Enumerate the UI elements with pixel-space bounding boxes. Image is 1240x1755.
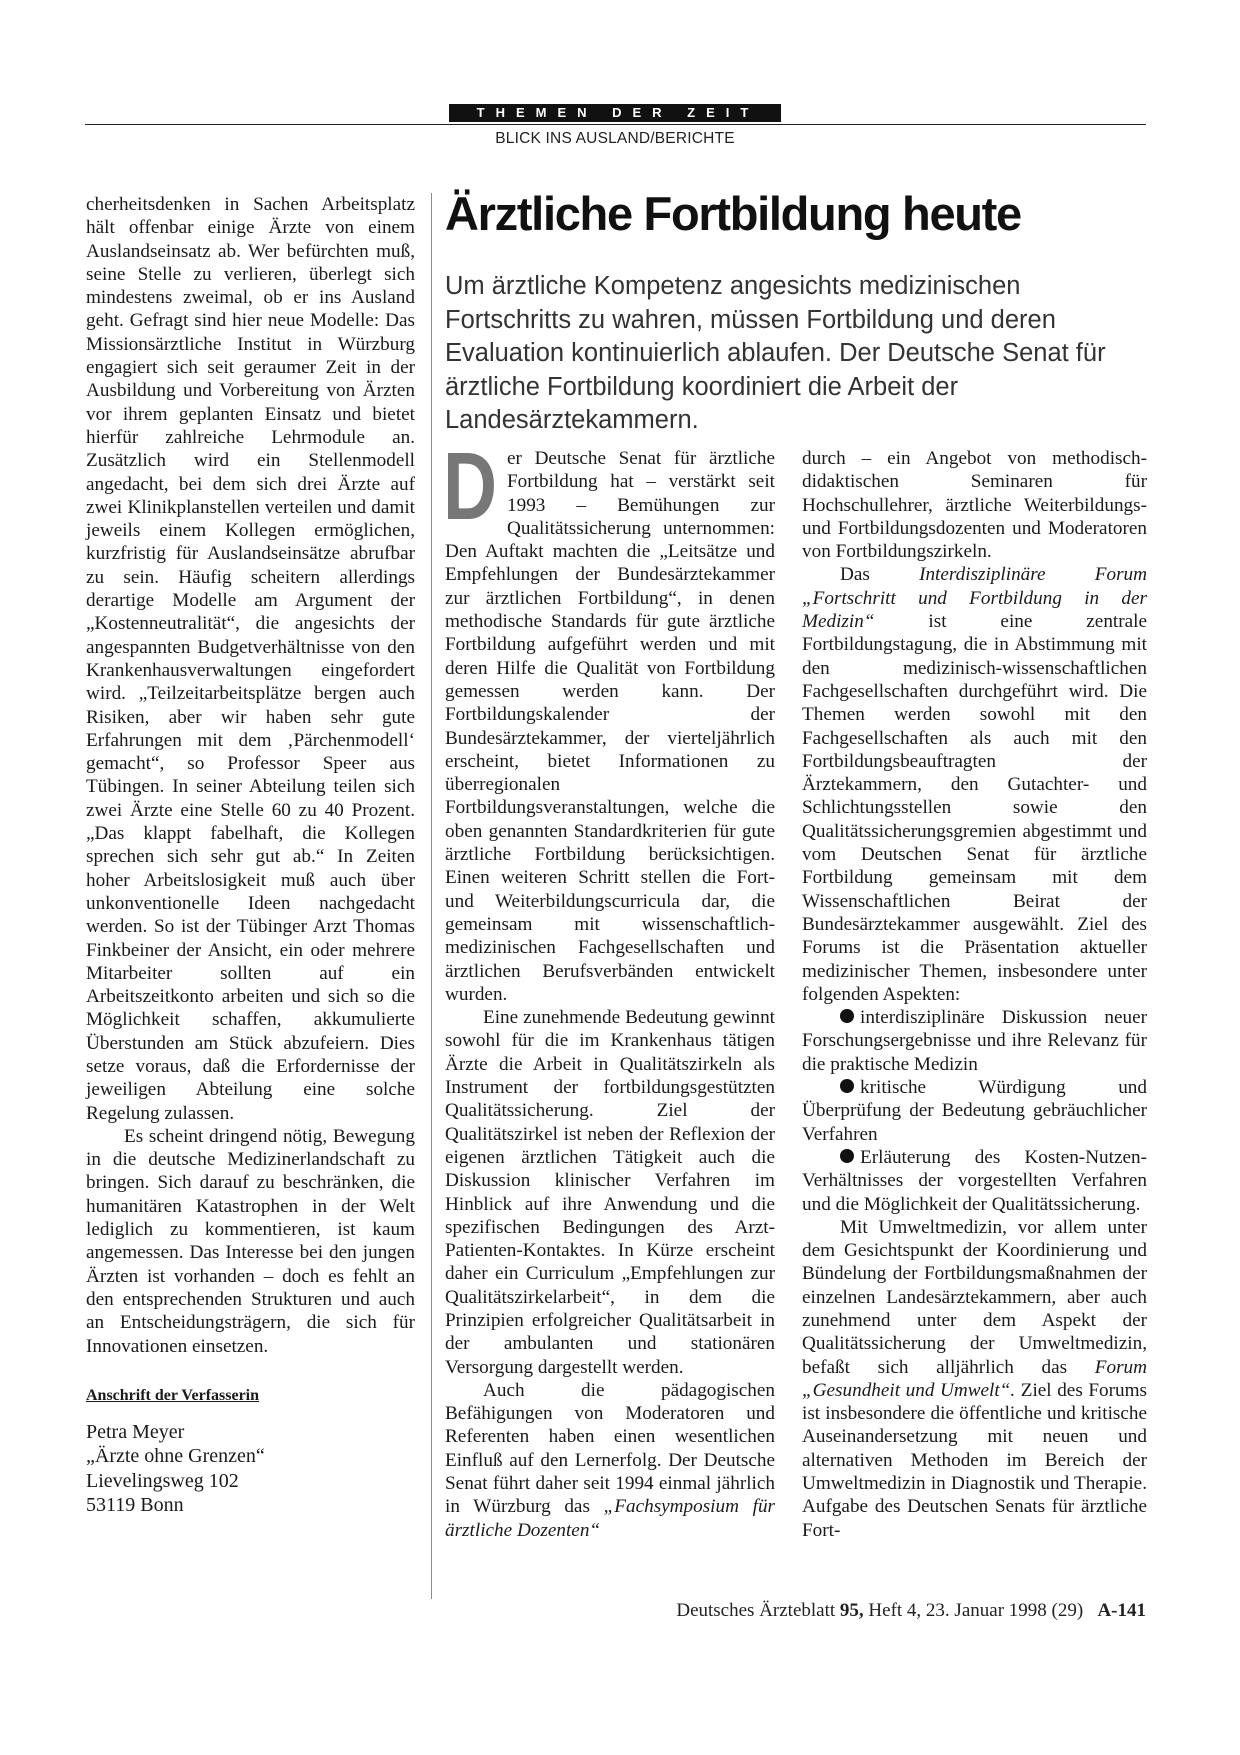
author-name: Petra Meyer: [86, 1420, 185, 1443]
issue-date: Heft 4, 23. Januar 1998 (29): [868, 1600, 1084, 1621]
middle-paragraph-3-text: Auch die pädagogischen Befähigungen von Moderatoren und Referenten haben einen wesentlichen Einfluß auf den Lernerfolg. Der Deutsche Senat führt daher seit 1994 einmal jährlich in Würzburg das: [445, 1379, 775, 1518]
middle-paragraph-2: Eine zunehmende Bedeutung gewinnt sowohl für die im Krankenhaus tätigen Ärzte die Arbeit in Qualitätszirkeln als Instrument der fortbildungsgestützten Qualitätssicherung. Ziel der Qualitätszirkel ist neben der Reflexion der eigenen ärztlichen Tätigkeit auch die Diskussion klinischer Verfahren im Hinblick auf ihre Anwendung und die spezifischen Bedingungen des Arzt-Patienten-Kontaktes. In Kürze erscheint daher ein Curriculum „Empfehlungen zur Qualitätszirkelarbeit“, in dem die Prinzipien erfolgreicher Qualitätsarbeit in der ambulanten und stationären Versorgung dargestellt werden.: [445, 1007, 775, 1378]
bullet-text: kritische Würdigung und Überprüfung der Bedeutung gebräuchlicher Verfahren: [802, 1077, 1147, 1145]
author-organization: „Ärzte ohne Grenzen“: [86, 1445, 265, 1468]
article-lead: Um ärztliche Kompetenz angesichts medizinischen Fortschritts zu wahren, müssen Fortbildung und deren Evaluation kontinuierlich ablaufen. Der Deutsche Senat für ärztliche Fortbildung koordiniert die Arbeit der Landesärztekammern.: [445, 272, 1106, 434]
right-paragraph-1: durch – ein Angebot von methodisch-didaktischen Seminaren für Hochschullehrer, ärztliche Weiterbildungs- und Fortbildungsdozenten und Moderatoren von Fortbildungszirkeln.: [802, 448, 1147, 563]
right-column: [802, 447, 1147, 1542]
middle-paragraph-3: [445, 1379, 775, 1542]
forum-umwelt-title: Forum „Gesundheit und Umwelt“.: [802, 1356, 1147, 1401]
right-paragraph-2: [802, 563, 1147, 1006]
article-title: Ärztliche Fortbildung heute: [445, 187, 1021, 240]
page-footer: [400, 1600, 1146, 1622]
page-number: A-141: [1097, 1600, 1146, 1621]
bullet-item: [802, 1006, 1147, 1076]
bullet-icon: [840, 1149, 854, 1163]
journal-volume: 95,: [839, 1600, 864, 1621]
header-rule: [85, 124, 1146, 125]
column-divider: [431, 193, 432, 1599]
section-banner: THEMEN DER ZEIT: [449, 104, 781, 122]
author-heading: Anschrift der Verfasserin: [86, 1386, 260, 1404]
left-paragraph-1: cherheitsdenken in Sachen Arbeitsplatz hält offenbar einige Ärzte von einem Auslandseinsatz ab. Wer befürchten muß, seine Stelle zu verlieren, überlegt sich mindestens zweimal, ob er ins Ausland geht. Gefragt sind hier neue Modelle: Das Missionsärztliche Institut in Würzburg engagiert sich seit geraumer Zeit in der Ausbildung und Vorbereitung von Ärzten vor ihrem geplanten Einsatz und bietet hierfür zahlreiche Lehrmodule an. Zusätzlich wird ein Stellenmodell angedacht, bei dem sich drei Ärzte auf zwei Klinikplanstellen verteilen und damit jeweils einem Kollegen ermöglichen, kurzfristig für Auslandseinsätze abrufbar zu sein. Häufig scheitern allerdings derartige Modelle am Argument der „Kostenneutralität“, die angesichts der angespannten Budgetverhältnisse von den Krankenhausverwaltungen eingefordert wird. „Teilzeitarbeitsplätze bergen auch Risiken, aber wir haben sehr gute Erfahrungen mit dem ‚Pärchenmodell‘ gemacht“, so Professor Speer aus Tübingen. In seiner Abteilung teilen sich zwei Ärzte eine Stelle 60 zu 40 Prozent. „Das klappt fabelhaft, die Kollegen sprechen sich sehr gut ab.“ In Zeiten hoher Arbeitslosigkeit muß auch über unkonventionelle Ideen nachgedacht werden. So ist der Tübinger Arzt Thomas Finkbeiner der Ansicht, ein oder mehrere Mitarbeiter sollten auf ein Arbeitszeitkonto arbeiten und sich so die Möglichkeit schaffen, akkumulierte Überstunden am Stück abzufeiern. Dies setze voraus, daß die Erfordernisse der jeweiligen Abteilung eine solche Regelung zulassen.: [86, 194, 415, 1124]
author-address: [86, 1420, 415, 1518]
bullet-item: [802, 1146, 1147, 1216]
journal-name: Deutsches Ärzteblatt: [676, 1600, 836, 1621]
author-city: 53119 Bonn: [86, 1494, 184, 1517]
left-column: [86, 193, 415, 1518]
forum-title: Interdisziplinäre Forum „Fortschritt und Fortbildung in der Medizin“: [802, 564, 1147, 633]
bullet-text: interdisziplinäre Diskussion neuer Forschungsergebnisse und ihre Relevanz für die praktische Medizin: [802, 1007, 1147, 1075]
bullet-text: Erläuterung des Kosten-Nutzen-Verhältnisses der vorgestellten Verfahren und die Möglichkeit der Qualitätssicherung.: [802, 1146, 1147, 1215]
section-subtitle: BLICK INS AUSLAND/BERICHTE: [495, 130, 735, 147]
middle-paragraph-1: [443, 433, 775, 1006]
left-paragraph-2: Es scheint dringend nötig, Bewegung in die deutsche Medizinerlandschaft zu bringen. Sich darauf zu beschränken, die humanitären Katastrophen in der Welt lediglich zu kommentieren, ist kaum angemessen. Das Interesse bei den jungen Ärzten ist vorhanden – doch es fehlt an den entsprechenden Strukturen und auch an Entscheidungsträgern, die sich für Innovationen einsetzen.: [86, 1125, 415, 1357]
drop-cap: D: [443, 433, 498, 540]
right-paragraph-2-start: Das: [840, 564, 870, 586]
bullet-icon: [840, 1079, 854, 1093]
bullet-item: [802, 1076, 1147, 1146]
symposium-title: „Fachsymposium für ärztliche Dozenten“: [445, 1496, 776, 1541]
bullet-icon: [840, 1009, 854, 1023]
author-street: Lievelingsweg 102: [86, 1469, 239, 1492]
right-paragraph-3-rest: Ziel des Forums ist insbesondere die öffentliche und kritische Auseinandersetzung mit neuen und alternativen Methoden im Bereich der Umweltmedizin in Diagnostik und Therapie. Aufgabe des Deutschen Senats für ärztliche Fort-: [802, 1379, 1147, 1541]
middle-paragraph-1-text: er Deutsche Senat für ärztliche Fortbildung hat – verstärkt seit 1993 – Bemühungen zur Qualitätssicherung unternommen: Den Auftakt machten die „Leitsätze und Empfehlungen der Bundesärztekammer zur ärztlichen Fortbildung“, in denen methodische Standards für gute ärztliche Fortbildung aufgeführt werden und mit deren Hilfe die Qualität von Fortbildung gemessen werden kann. Der Fortbildungskalender der Bundesärztekammer, der vierteljährlich erscheint, bietet Informationen zu überregionalen Fortbildungsveranstaltungen, welche die oben genannten Standardkriterien für gute ärztliche Fortbildung berücksichtigen. Einen weiteren Schritt stellen die Fort- und Weiterbildungscurricula dar, die gemeinsam mit wissenschaftlich-medizinischen Fachgesellschaften und ärztlichen Berufsverbänden entwickelt wurden.: [445, 448, 775, 1005]
right-paragraph-3-start: Mit Umweltmedizin, vor allem unter dem Gesichtspunkt der Koordinierung und Bündelung der Fortbildungsmaßnahmen der einzelnen Landesärztekammern, aber auch zunehmend unter dem Aspekt der Qualitätssicherung der Umweltmedizin, befaßt sich alljährlich das: [802, 1216, 1147, 1378]
right-paragraph-2-rest: ist eine zentrale Fortbildungstagung, die in Abstimmung mit den medizinisch-wissenschaftlichen Fachgesellschaften durchgeführt wird. Die Themen werden sowohl mit den Fachgesellschaften als auch mit den Fortbildungsbeauftragten der Ärztekammern, den Gutachter- und Schlichtungsstellen sowie den Qualitätssicherungsgremien abgestimmt und vom Deutschen Senat für ärztliche Fortbildung gemeinsam mit dem Wissenschaftlichen Beirat der Bundesärztekammer ausgewählt. Ziel des Forums ist die Präsentation aktueller medizinischer Themen, insbesondere unter folgenden Aspekten:: [802, 611, 1148, 1005]
right-paragraph-3: [802, 1216, 1147, 1542]
middle-column: [443, 433, 776, 1542]
